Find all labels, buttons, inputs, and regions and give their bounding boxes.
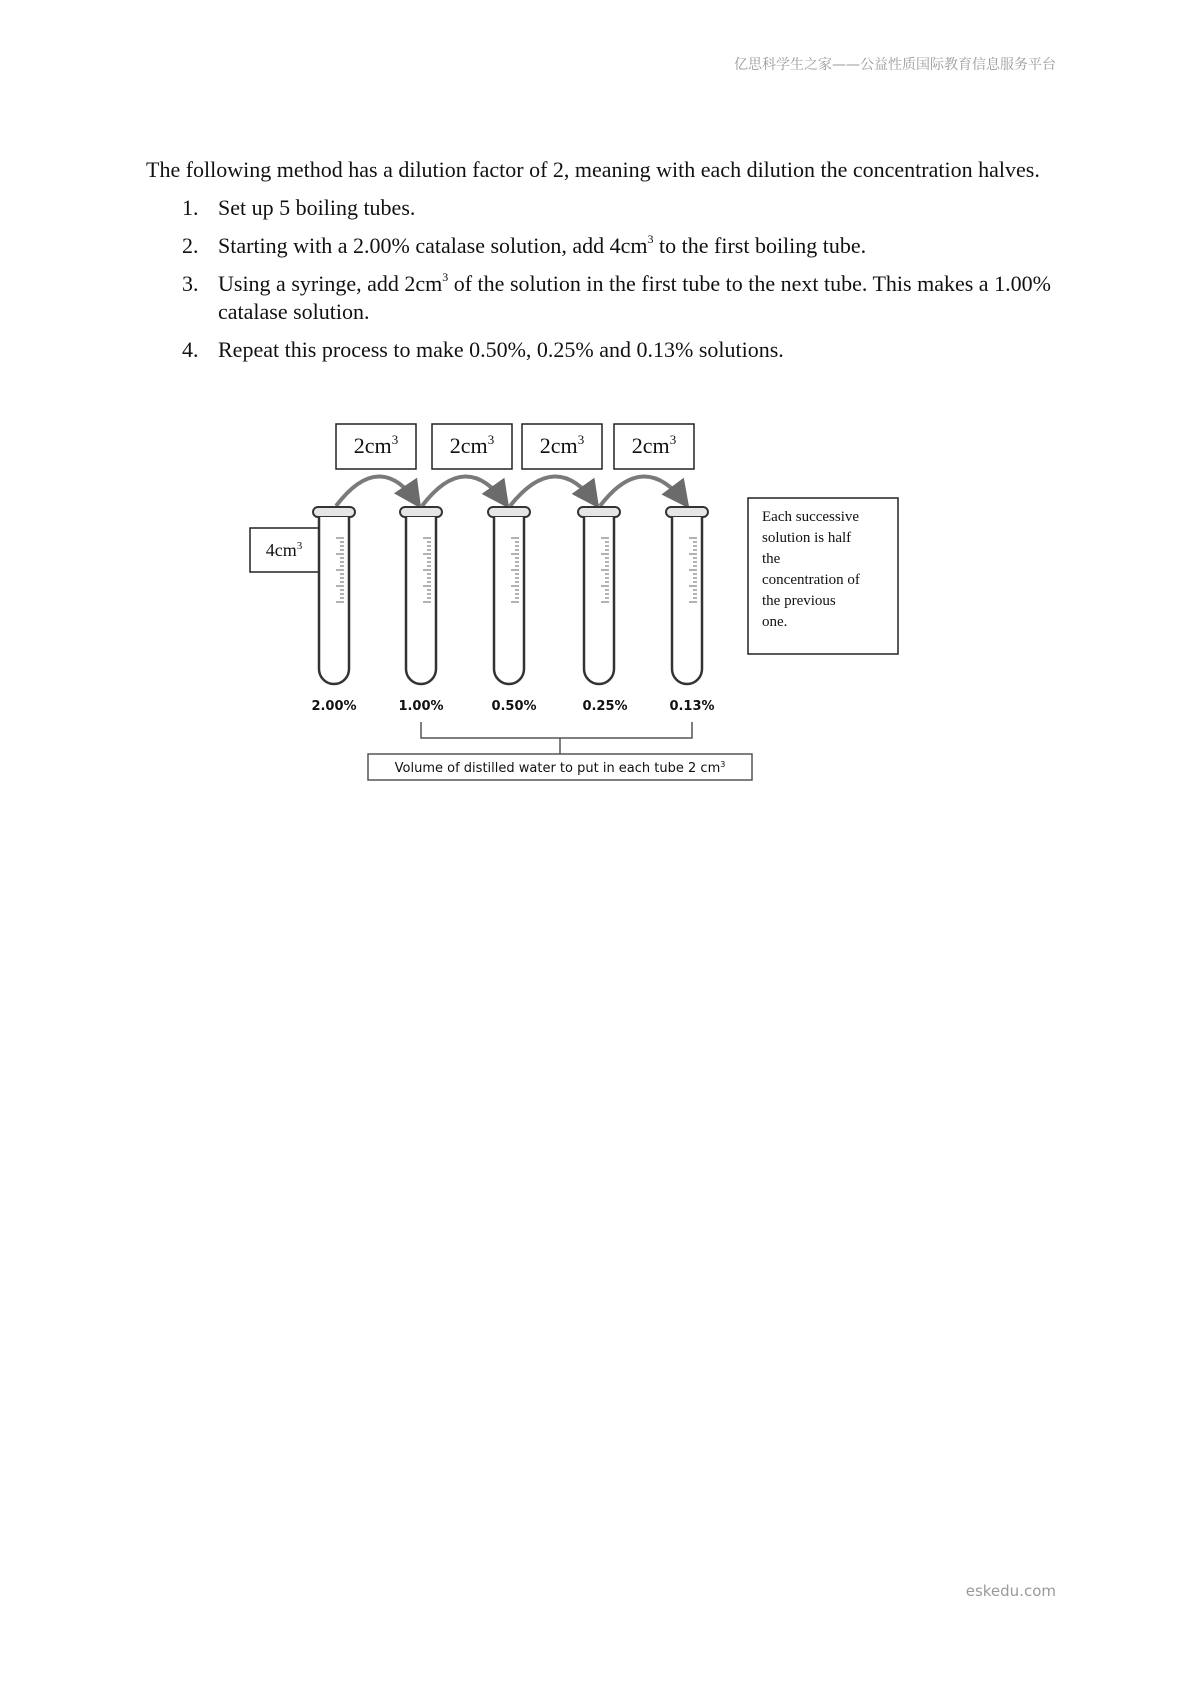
step-item [146, 194, 1056, 222]
step-text-continued: to the first boiling tube. [653, 233, 867, 258]
transfer-volume-text: 2cm [353, 433, 392, 458]
step-text: Set up 5 boiling tubes. [218, 195, 416, 220]
initial-volume-sup: 3 [296, 540, 303, 552]
note-box [748, 498, 898, 654]
transfer-volume-sup: 3 [669, 432, 677, 447]
intro-paragraph: The following method has a dilution factor of 2, meaning with each dilution the concentration halves. [146, 157, 1040, 182]
note-line: one. [762, 614, 788, 630]
page-header: 亿思科学生之家——公益性质国际教育信息服务平台 [734, 57, 1056, 73]
transfer-arrow [510, 476, 596, 506]
transfer-volume-sup: 3 [487, 432, 495, 447]
step-number: 1. [182, 195, 199, 220]
page-footer: eskedu.com [965, 1582, 1056, 1600]
step-item [146, 336, 1056, 364]
transfer-box [522, 424, 602, 469]
water-volume-box [368, 754, 752, 780]
concentration-label: 2.00% [311, 699, 357, 714]
concentration-label: 0.50% [491, 699, 537, 714]
document-body [146, 156, 1056, 374]
step-number: 2. [182, 233, 199, 258]
transfer-arrow [600, 476, 686, 506]
step-number: 4. [182, 337, 199, 362]
step-item [146, 270, 1056, 326]
step-superscript: 3 [647, 231, 654, 246]
transfer-volume-text: 2cm [449, 433, 488, 458]
transfer-box [614, 424, 694, 469]
transfer-arrow [336, 476, 418, 506]
test-tube [578, 507, 620, 684]
step-text: Repeat this process to make 0.50%, 0.25% and 0.13% solutions. [218, 337, 784, 362]
method-steps [146, 194, 1056, 364]
initial-volume-box [250, 528, 322, 572]
test-tube [313, 507, 355, 684]
transfer-box [432, 424, 512, 469]
step-text-continued: of the solution in the first tube to the next tube. This makes a 1.00% catalase solution. [218, 271, 1051, 324]
concentration-label: 0.13% [669, 699, 715, 714]
svg-text:2cm3 [540, 432, 584, 458]
svg-text:Volume of distilled water to p [395, 760, 726, 776]
transfer-arrow [422, 476, 506, 506]
transfer-box [336, 424, 416, 469]
step-number: 3. [182, 271, 199, 296]
note-line: the previous [762, 593, 836, 609]
water-bracket [421, 722, 692, 754]
step-superscript: 3 [442, 269, 449, 284]
svg-text:2cm3 [354, 432, 398, 458]
note-line: solution is half [762, 530, 852, 546]
concentration-label: 0.25% [582, 699, 628, 714]
water-volume-sup: 3 [720, 760, 726, 769]
initial-volume-text: 4cm [265, 540, 297, 560]
step-text: Using a syringe, add 2cm [218, 271, 443, 296]
test-tube [400, 507, 442, 684]
serial-dilution-diagram [240, 408, 920, 788]
test-tube [666, 507, 708, 684]
concentration-label: 1.00% [398, 699, 444, 714]
note-line: concentration of [762, 572, 860, 588]
transfer-volume-sup: 3 [391, 432, 399, 447]
water-volume-text: Volume of distilled water to put in each tube 2 cm [394, 761, 721, 776]
step-text: Starting with a 2.00% catalase solution, add 4cm [218, 233, 648, 258]
note-line: Each successive [762, 509, 860, 525]
transfer-volume-sup: 3 [577, 432, 585, 447]
transfer-volume-text: 2cm [631, 433, 670, 458]
test-tube [488, 507, 530, 684]
step-item [146, 232, 1056, 260]
note-line: the [762, 551, 781, 567]
transfer-volume-text: 2cm [539, 433, 578, 458]
svg-text:2cm3 [450, 432, 494, 458]
svg-text:2cm3 [632, 432, 676, 458]
